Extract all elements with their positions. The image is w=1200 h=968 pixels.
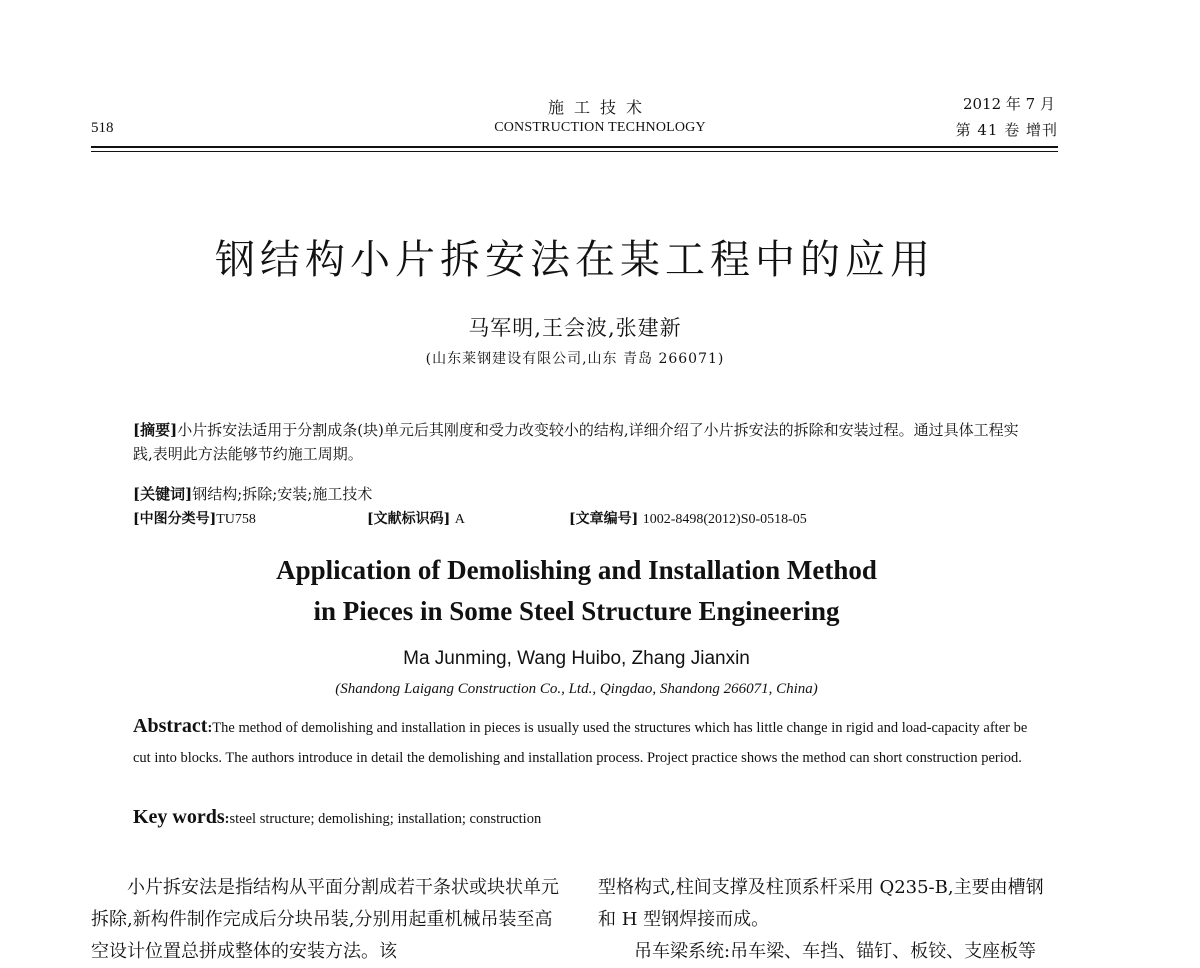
issue-date: 2012 年 7 月 (962, 95, 1055, 113)
abstract-en: Abstract:The method of demolishing and installation in pieces is usually used the structures which has little change in rigid and load-capacity after be cut into blocks. The authors introduce in detail the demolishing and installation process. Project practice shows the method can short construction period. (133, 715, 1028, 766)
affiliation-en: (Shandong Laigang Construction Co., Ltd., Qingdao, Shandong 266071, China) (335, 681, 818, 697)
article-title-en-line2: in Pieces in Some Steel Structure Engineering (313, 596, 840, 626)
doc-code-label: [文献标识码] (367, 511, 451, 527)
body-right-paragraph-2: 吊车梁系统:吊车梁、车挡、锚钉、板铰、支座板等 (634, 941, 1037, 962)
clc-value: TU758 (216, 512, 256, 527)
abstract-en-label: Abstract (133, 715, 208, 737)
article-title-en-line1: Application of Demolishing and Installation Method (276, 555, 877, 585)
journal-title-cn: 施工技术 (547, 98, 652, 117)
body-left-column: 小片拆安法是指结构从平面分割成若干条状或块状单元拆除,新构件制作完成后分块吊装,分别用起重机械吊装至高空设计位置总拼成整体的安装方法。该 (91, 877, 559, 962)
header-rule-thin (91, 151, 1058, 152)
journal-title-en: CONSTRUCTION TECHNOLOGY (494, 120, 706, 135)
abstract-en-text: The method of demolishing and installation in pieces is usually used the structures which has little change in rigid and load-capacity after be cut into blocks. The authors introduce in detail the demolishing and installation process. Project practice shows the method can short construction period. (133, 720, 1028, 766)
keywords-en-label: Key words (133, 806, 225, 828)
keywords-en: Key words:steel structure; demolishing; installation; construction (133, 806, 542, 828)
abstract-cn-label: [摘要] (133, 421, 178, 439)
body-right-column (598, 872, 1058, 968)
affiliation-cn: (山东莱钢建设有限公司,山东 青岛 266071) (425, 351, 725, 367)
clc-number (133, 508, 256, 528)
body-right-paragraph-1: 型格构式,柱间支撑及柱顶系杆采用 Q235-B,主要由槽钢和 H 型钢焊接而成。 (598, 877, 1044, 930)
doc-code (367, 508, 465, 528)
page-number: 518 (91, 120, 114, 136)
abstract-cn (133, 418, 1033, 466)
authors-cn: 马军明,王会波,张建新 (468, 316, 682, 340)
doc-code-value: A (454, 512, 465, 527)
authors-en: Ma Junming, Wang Huibo, Zhang Jianxin (403, 648, 750, 669)
article-number-value: 1002-8498(2012)S0-0518-05 (642, 512, 807, 527)
header-rule-thick (91, 146, 1058, 148)
keywords-cn-text: 钢结构;拆除;安装;施工技术 (192, 485, 373, 503)
clc-label: [中图分类号] (133, 511, 217, 527)
keywords-en-text: steel structure; demolishing; installation; construction (229, 811, 542, 827)
article-number-label: [文章编号] (569, 511, 639, 527)
keywords-cn-label: [关键词] (133, 485, 193, 503)
issue-volume: 第 41 卷 增刊 (955, 121, 1058, 139)
article-title-cn: 钢结构小片拆安法在某工程中的应用 (215, 237, 935, 283)
article-number (569, 508, 807, 528)
keywords-cn (133, 482, 1033, 506)
abstract-cn-text: 小片拆安法适用于分割成条(块)单元后其刚度和受力改变较小的结构,详细介绍了小片拆安法的拆除和安装过程。通过具体工程实践,表明此方法能够节约施工周期。 (133, 421, 1019, 463)
